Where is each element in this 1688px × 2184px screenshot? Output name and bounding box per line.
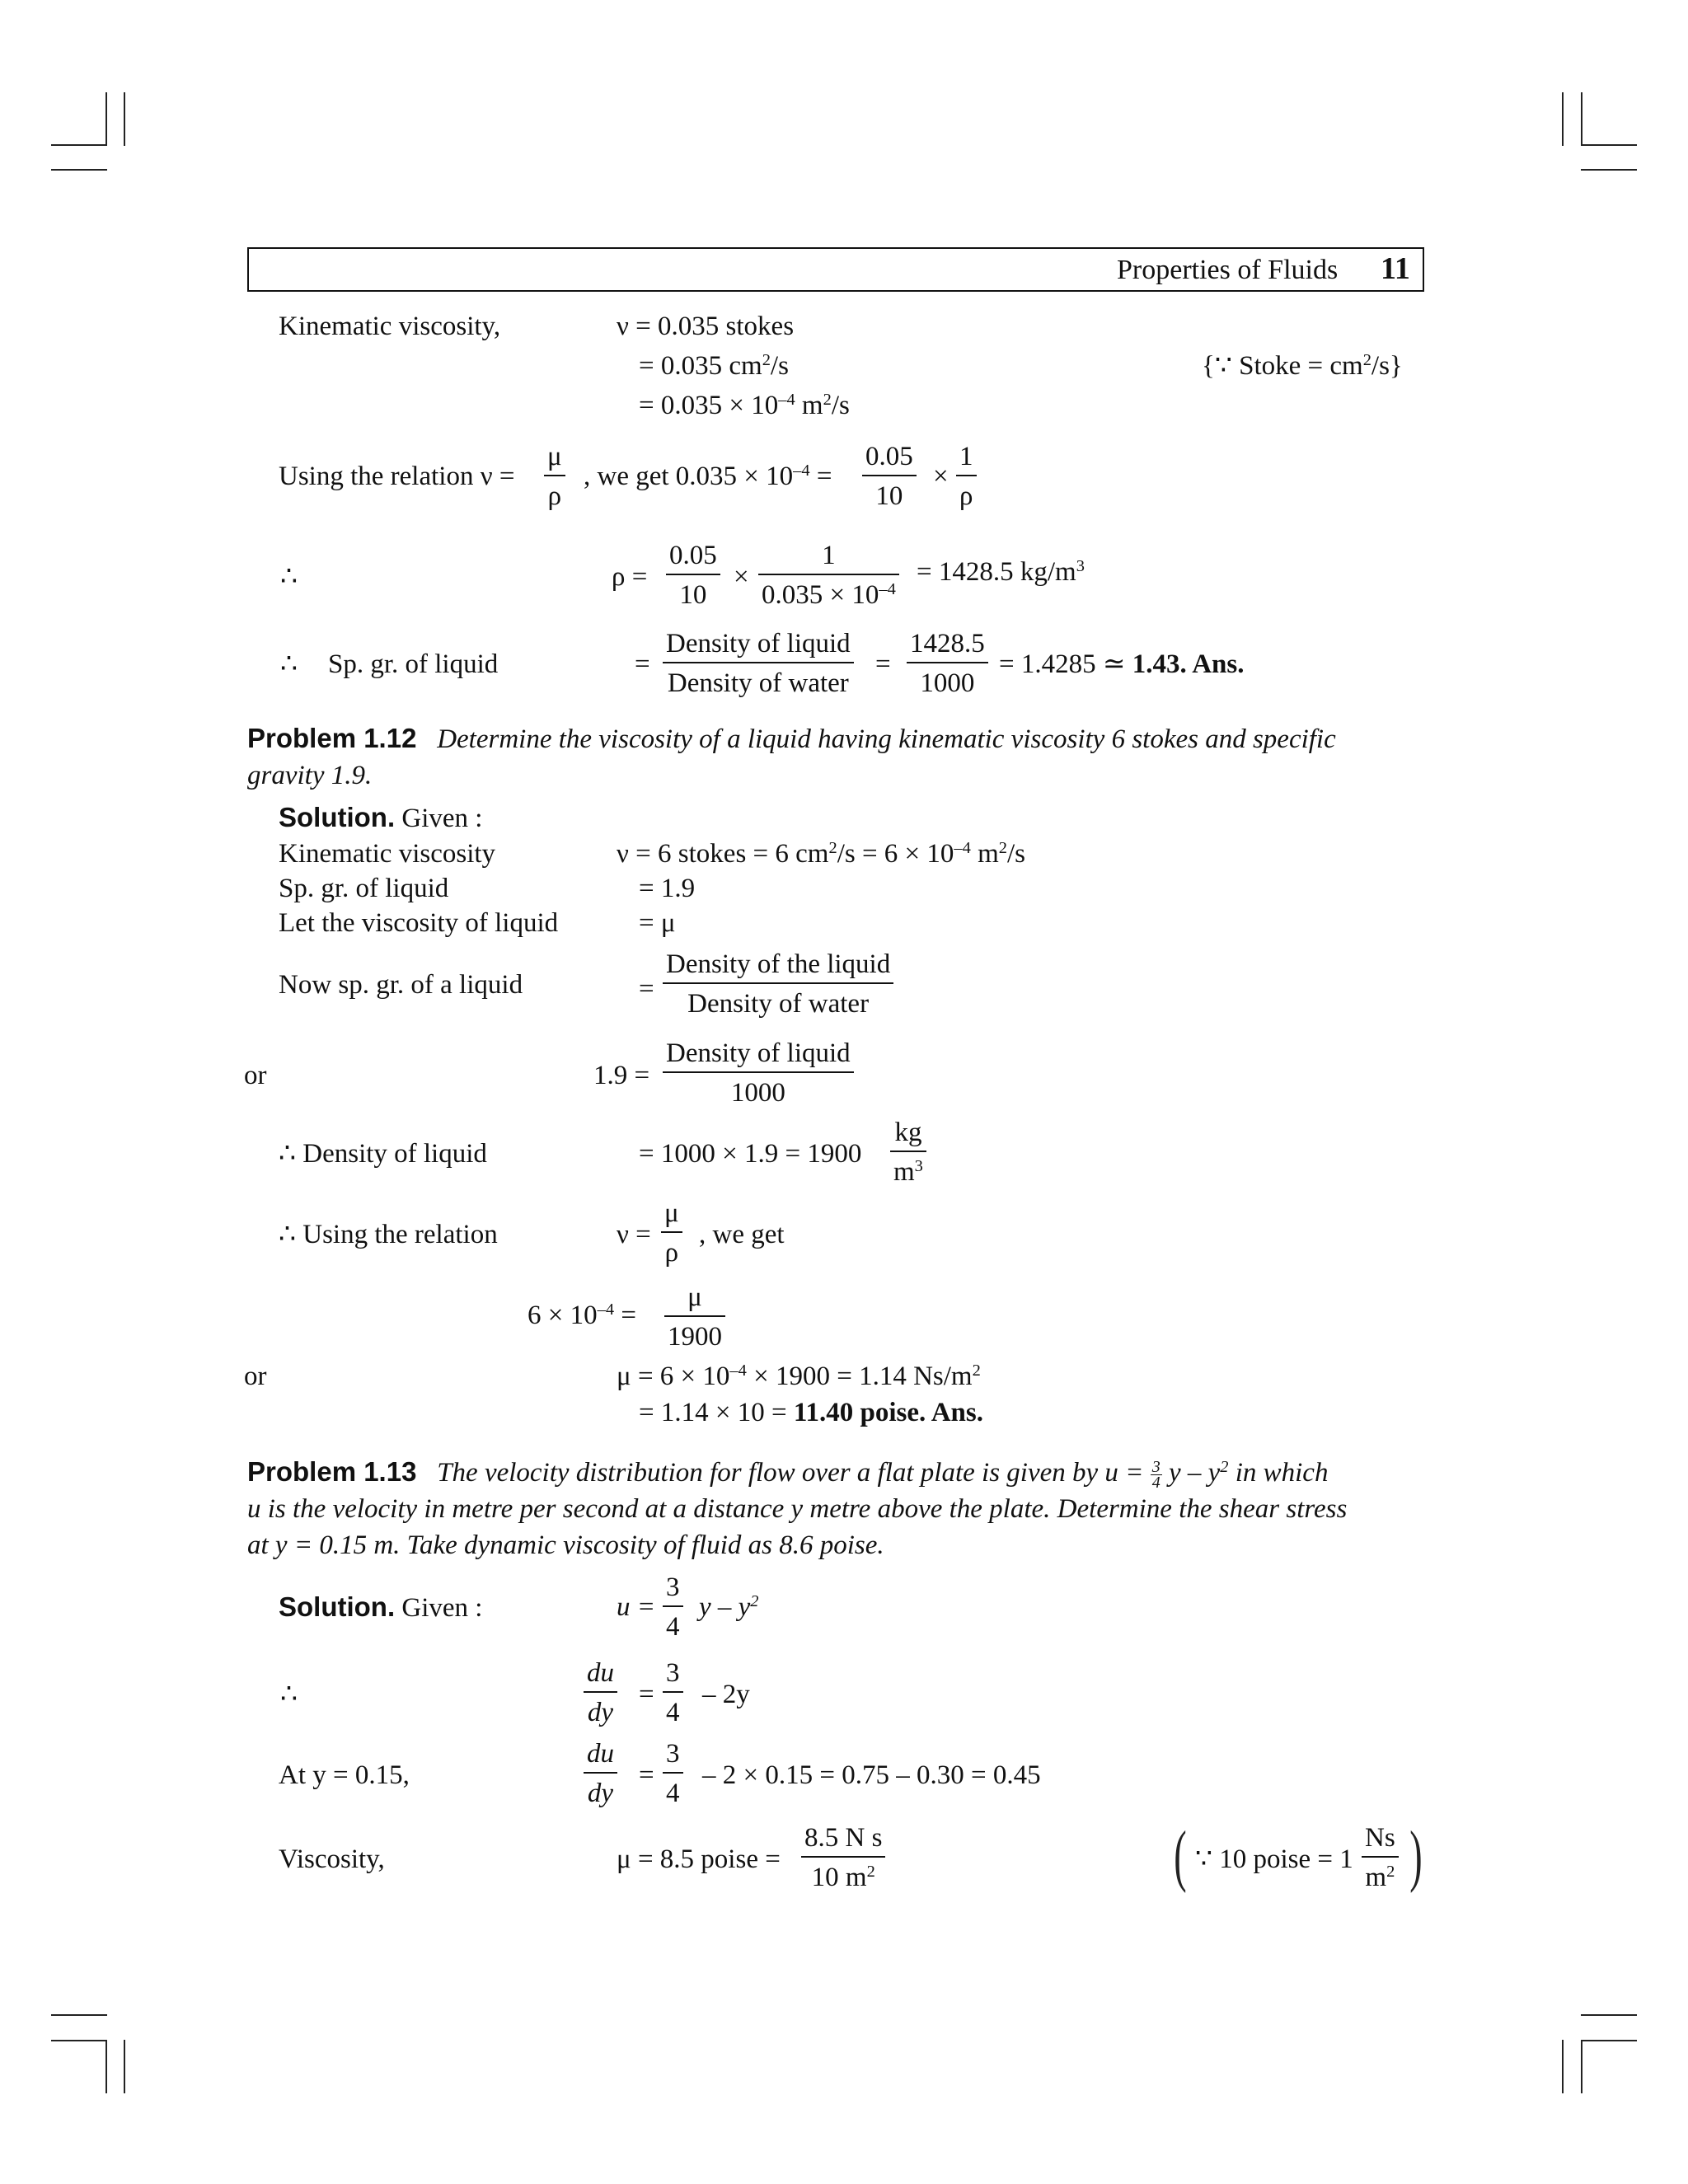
therefore-symbol: ∴ (280, 1680, 298, 1709)
fraction-1428-1000: 1428.5 1000 (907, 627, 988, 700)
crop-mark (1581, 2014, 1637, 2016)
rho-result: = 1428.5 $kg/m^3$ (917, 556, 1085, 587)
p12-kv-value: ν = 6 stokes = 6 $cm^2/s = 6 \times 10^{-4}$ $m^2/s$ (617, 838, 1026, 869)
stoke-note: {∵ Stoke = $cm^2/s$} (1202, 350, 1403, 381)
kg-per-m3-fraction: kg $m^3$ (890, 1116, 926, 1188)
or-label: or (244, 1361, 267, 1391)
crop-mark (1581, 144, 1637, 146)
crop-mark (124, 2040, 125, 2093)
crop-mark (106, 2040, 107, 2093)
problem-1-12-statement: Problem 1.12 Determine the viscosity of a liquid having kinematic viscosity 6 stokes and specific gravity 1.9. (247, 723, 1336, 790)
crop-mark (1562, 92, 1564, 146)
therefore-symbol: ∴ (280, 649, 298, 679)
p12-sg-value: = 1.9 (639, 874, 696, 903)
crop-mark (1562, 2040, 1564, 2093)
crop-mark (51, 169, 107, 171)
u-lhs: u = (617, 1592, 656, 1622)
viscosity-value: μ = 8.5 poise = (617, 1844, 781, 1874)
kv-line-3: = $0.035 \times 10^{-4}$ $m^2/s$ (639, 390, 850, 420)
kv-line-2: = 0.035 $cm^2/s$ (639, 350, 789, 381)
d1-rest: – 2y (702, 1680, 750, 1709)
page-number: 11 (1381, 251, 1410, 286)
kv-line-1: ν = 0.035 stokes (617, 312, 795, 341)
du-dy-fraction: du dy (584, 1657, 617, 1729)
header-title: Properties of Fluids (1117, 255, 1339, 285)
problem-1-12-label: Problem 1.12 (247, 723, 417, 753)
p12-mu-line: $\mu = 6 \times 10^{-4} \times 1900 = 1.14$ $Ns/m^2$ (617, 1361, 981, 1391)
p12-sg-label: Sp. gr. of liquid (279, 874, 449, 903)
relation-we-get: , we get $0.035 \times 10^{-4}$ = (584, 461, 832, 491)
p12-using-label: ∴ Using the relation (279, 1220, 498, 1249)
problem-1-13-statement: Problem 1.13 The velocity distribution for flow over a flat plate is given by u = $\frac{3}{4}$ y – $y^2$ in which u is the velocity in metre per second at a distance y metre above the plate. Determine the shear stress at y = 0.15 m. Take dynamic viscosity of fluid as 8.6 poise. (247, 1456, 1348, 1560)
at-y-label: At y = 0.15, (279, 1760, 410, 1790)
sg-label: Sp. gr. of liquid (328, 649, 499, 679)
crop-mark (51, 2040, 107, 2041)
right-paren: ) (1409, 1817, 1423, 1894)
d2-rest: – 2 × 0.15 = 0.75 – 0.30 = 0.45 (702, 1760, 1041, 1790)
relation-text: Using the relation ν = (279, 462, 515, 491)
equals-sign: = (639, 1760, 654, 1790)
poise-note: ∵ 10 poise = 1 (1195, 1844, 1353, 1874)
equals-sign: = (875, 649, 891, 679)
solution-heading: Solution. Given : (279, 1591, 483, 1623)
p12-density-over-1000: Density of liquid 1000 (663, 1037, 854, 1109)
crop-mark (106, 92, 107, 146)
d2-three-quarters: 3 4 (663, 1737, 683, 1810)
or-lhs: 1.9 = (593, 1061, 650, 1090)
equals-sign: = (639, 1680, 654, 1709)
problem-1-13-label: Problem 1.13 (247, 1456, 417, 1487)
d1-three-quarters: 3 4 (663, 1657, 683, 1729)
sg-result: = 1.4285 ≃ 1.43. Ans. (999, 649, 1245, 679)
p12-visc-value: = μ (639, 908, 676, 938)
mu-over-1900-fraction: μ 1900 (664, 1281, 725, 1353)
p12-kv-label: Kinematic viscosity (279, 839, 496, 869)
solution-heading: Solution. Given : (279, 802, 483, 833)
p12-density-fraction: Density of the liquid Density of water (663, 948, 893, 1020)
p12-visc-label: Let the viscosity of liquid (279, 908, 559, 938)
nu-eq: ν = (617, 1220, 651, 1249)
or-label: or (244, 1061, 267, 1090)
ns-per-m2-fraction: 8.5 N s 10 $m^2$ (801, 1821, 885, 1894)
kv-label: Kinematic viscosity, (279, 312, 501, 341)
p12-mu-over-rho: μ ρ (661, 1197, 682, 1269)
p12-density-label: ∴ Density of liquid (279, 1139, 487, 1169)
p12-final-answer: = 1.14 × 10 = 11.40 poise. Ans. (639, 1398, 983, 1427)
six-lhs: $6 \times 10^{-4}$ = (528, 1300, 636, 1330)
times-sign: × (933, 462, 949, 491)
left-paren: ( (1174, 1817, 1187, 1894)
u-rest: y – $y^2$ (699, 1591, 759, 1622)
crop-mark (1581, 2040, 1637, 2041)
three-quarters-fraction: 3 4 (663, 1571, 683, 1643)
du-dy-fraction: du dy (584, 1737, 617, 1810)
equals-sign: = (639, 974, 654, 1004)
p12-density-value: = 1000 × 1.9 = 1900 (639, 1139, 862, 1169)
crop-mark (51, 2014, 107, 2016)
equals-sign: = (635, 649, 650, 679)
crop-mark (1581, 92, 1582, 146)
note-ns-per-m2-fraction: Ns $m^2$ (1362, 1821, 1399, 1894)
crop-mark (124, 92, 125, 146)
rho-fraction-1: 0.05 10 (666, 539, 720, 612)
times-sign: × (734, 562, 749, 592)
p12-now-label: Now sp. gr. of a liquid (279, 970, 523, 1000)
crop-mark (1581, 2040, 1582, 2093)
therefore-symbol: ∴ (280, 562, 298, 592)
viscosity-label: Viscosity, (279, 1844, 385, 1874)
rho-fraction-2: 1 $0.035 \times 10^{-4}$ (758, 539, 899, 612)
fraction-1-rho: 1 ρ (956, 440, 977, 513)
rho-eq: ρ = (612, 562, 648, 592)
we-get: , we get (699, 1220, 785, 1249)
mu-over-rho-fraction: μ ρ (544, 440, 565, 513)
crop-mark (1581, 169, 1637, 171)
fraction-005-10: 0.05 10 (862, 440, 917, 513)
crop-mark (51, 144, 107, 146)
density-ratio-fraction: Density of liquid Density of water (663, 627, 854, 700)
